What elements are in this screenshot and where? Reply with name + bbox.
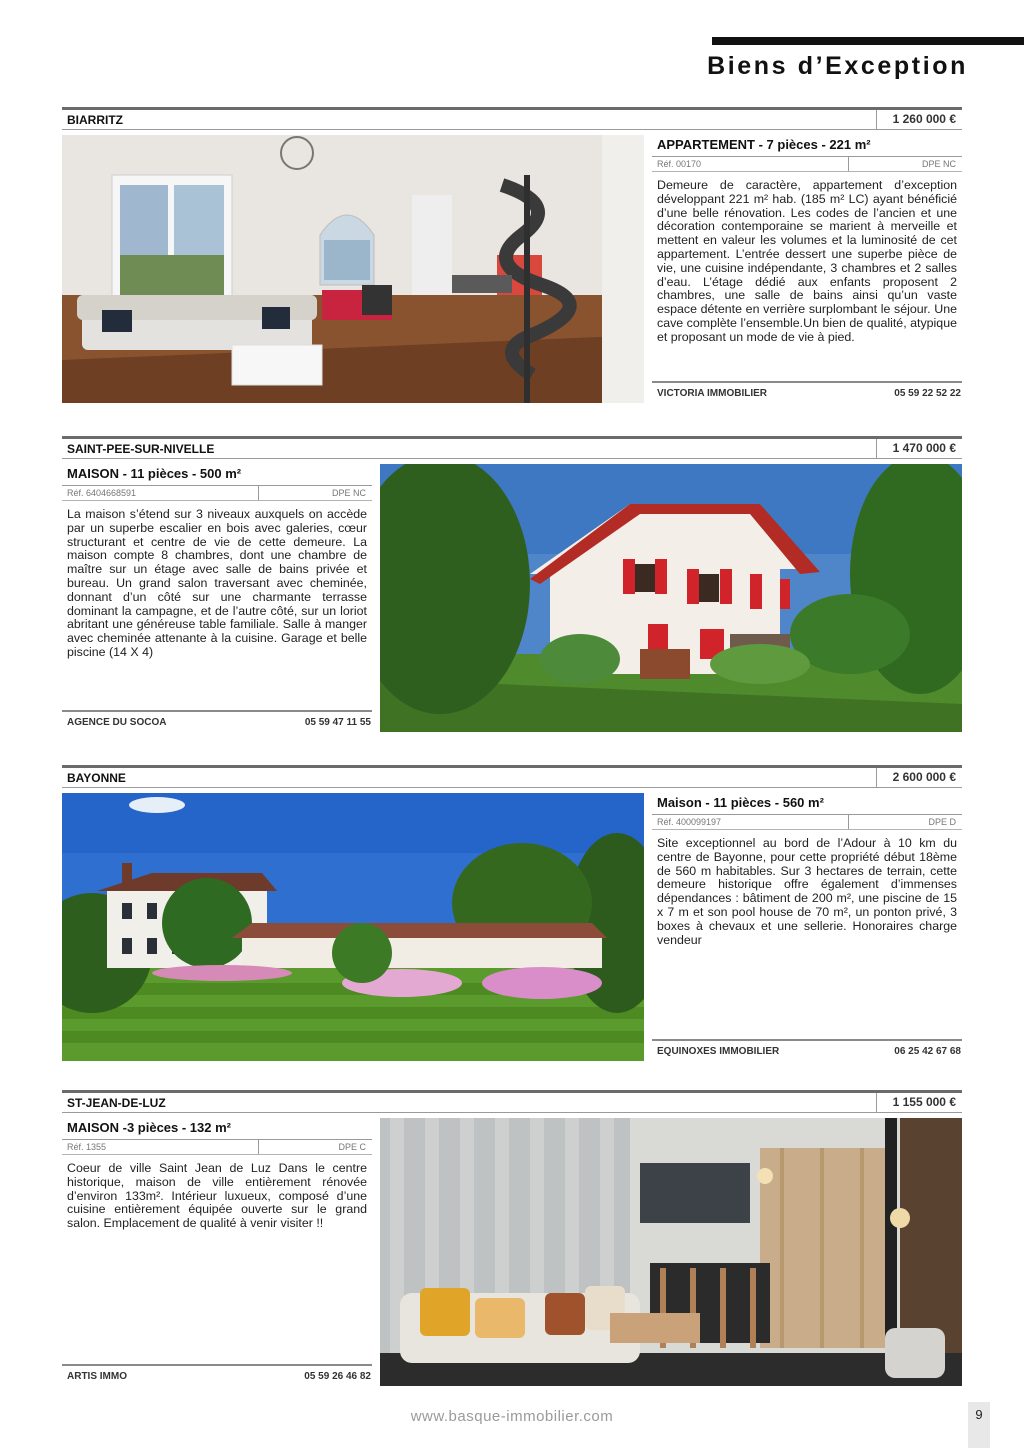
listing-type: MAISON - 11 pièces - 500 m² [62,464,372,486]
page-title: Biens d’Exception [707,52,968,80]
agency-name: VICTORIA IMMOBILIER [657,388,767,399]
listing-city: ST-JEAN-DE-LUZ [67,1096,166,1110]
listing-description: Site exceptionnel au bord de l’Adour à 10 km du centre de Bayonne, pour cette propriété début 18ème de 560 m habitables. Sur 3 hectares de terrain, cette demeure historique offre également d’immenses dépendances : bâtiment de 200 m², une piscine de 15 x 7 m et son pool house de 70 m², un ponton privé, 3 boxes à chevaux et une sellerie. Honoraires charge vendeur [657,836,957,947]
listing-info [652,135,962,403]
listing-card[interactable] [62,1090,962,1390]
agency-row [62,710,372,732]
agency-phone[interactable]: 05 59 22 52 22 [894,388,961,399]
agency-row [62,1364,372,1386]
listing-header [62,436,962,459]
listing-price: 1 470 000 € [876,439,962,458]
listing-photo[interactable] [380,1118,962,1386]
listing-city: BIARRITZ [67,113,123,127]
listing-dpe: DPE NC [921,159,956,169]
agency-phone[interactable]: 05 59 47 11 55 [304,717,371,728]
agency-name: EQUINOXES IMMOBILIER [657,1046,780,1057]
ref-row [62,486,372,501]
listing-info [652,793,962,1061]
listing-type: Maison - 11 pièces - 560 m² [652,793,962,815]
listing-ref: Réf. 1355 [67,1142,107,1152]
listing-ref: Réf. 00170 [657,159,702,169]
ref-separator [258,486,259,500]
listing-city: SAINT-PEE-SUR-NIVELLE [67,442,215,456]
listing-type: APPARTEMENT - 7 pièces - 221 m² [652,135,962,157]
listing-dpe: DPE NC [331,488,366,498]
ref-row [652,157,962,172]
listing-type: MAISON -3 pièces - 132 m² [62,1118,372,1140]
listing-header [62,1090,962,1113]
ref-separator [848,815,849,829]
footer-url[interactable]: www.basque-immobilier.com [410,1408,614,1425]
listing-info [62,1118,372,1386]
ref-separator [848,157,849,171]
listing-description: Demeure de caractère, appartement d’exception développant 221 m² hab. (185 m² LC) ayant bénéficié d’une belle rénovation. Les codes de l’ancien et une décoration contemporaine se marient à merveille et mettent en valeur les volumes et la luminosité de cet appartement. L’entrée dessert une superbe pièce de vie, une cuisine indépendante, 3 chambres et 2 salles d’eau. L’étage dédié aux enfants proposent 2 chambres, une salle de bains ainsi qu’un vaste espace détente en verrière surplombant le séjour. Une cave complète l’ensemble.Un bien de qualité, atypique et proposant un mode de vie à pied. [657,178,957,344]
listing-dpe: DPE D [928,817,956,827]
listing-price: 1 155 000 € [876,1093,962,1112]
agency-name: AGENCE DU SOCOA [67,717,167,728]
listing-price: 1 260 000 € [876,110,962,129]
listing-card[interactable] [62,765,962,1065]
listing-info [62,464,372,732]
agency-phone[interactable]: 05 59 26 46 82 [304,1371,371,1382]
listing-ref: Réf. 6404668591 [67,488,137,498]
ref-row [62,1140,372,1155]
page-number: 9 [968,1402,990,1448]
agency-row [652,1039,962,1061]
agency-name: ARTIS IMMO [67,1371,127,1382]
listing-photo[interactable] [62,135,644,403]
ref-row [652,815,962,830]
listing-city: BAYONNE [67,771,126,785]
listing-header [62,765,962,788]
listing-description: La maison s’étend sur 3 niveaux auxquels on accède par un superbe escalier en bois avec galeries, cœur structurant et centre de vie de cette demeure. La maison compte 8 chambres, dont une chambre de maître sur un étage avec salle de bains privée et bureau. Un grand salon traversant avec cheminée, donnant d’un côté sur une charmante terrasse dominant la campagne, et de l’autre côté, sur un loriot abritant une généreuse table familiale. Salle à manger avec cheminée attenante à la cuisine. Garage et belle piscine (14 X 4) [67,507,367,659]
agency-phone[interactable]: 06 25 42 67 68 [894,1046,961,1057]
listing-dpe: DPE C [338,1142,366,1152]
listing-ref: Réf. 400099197 [657,817,722,827]
listing-description: Coeur de ville Saint Jean de Luz Dans le centre historique, maison de ville entièrement rénovée d’environ 133m². Intérieur luxueux, composé d’une cuisine entièrement équipée ouverte sur le grand salon. Emplacement de qualité à venir visiter !! [67,1161,367,1231]
listing-photo[interactable] [62,793,644,1061]
listing-header [62,107,962,130]
listing-photo[interactable] [380,464,962,732]
agency-row [652,381,962,403]
listing-price: 2 600 000 € [876,768,962,787]
header-bar [712,37,1024,45]
listing-card[interactable] [62,107,962,407]
listing-card[interactable] [62,436,962,736]
ref-separator [258,1140,259,1154]
